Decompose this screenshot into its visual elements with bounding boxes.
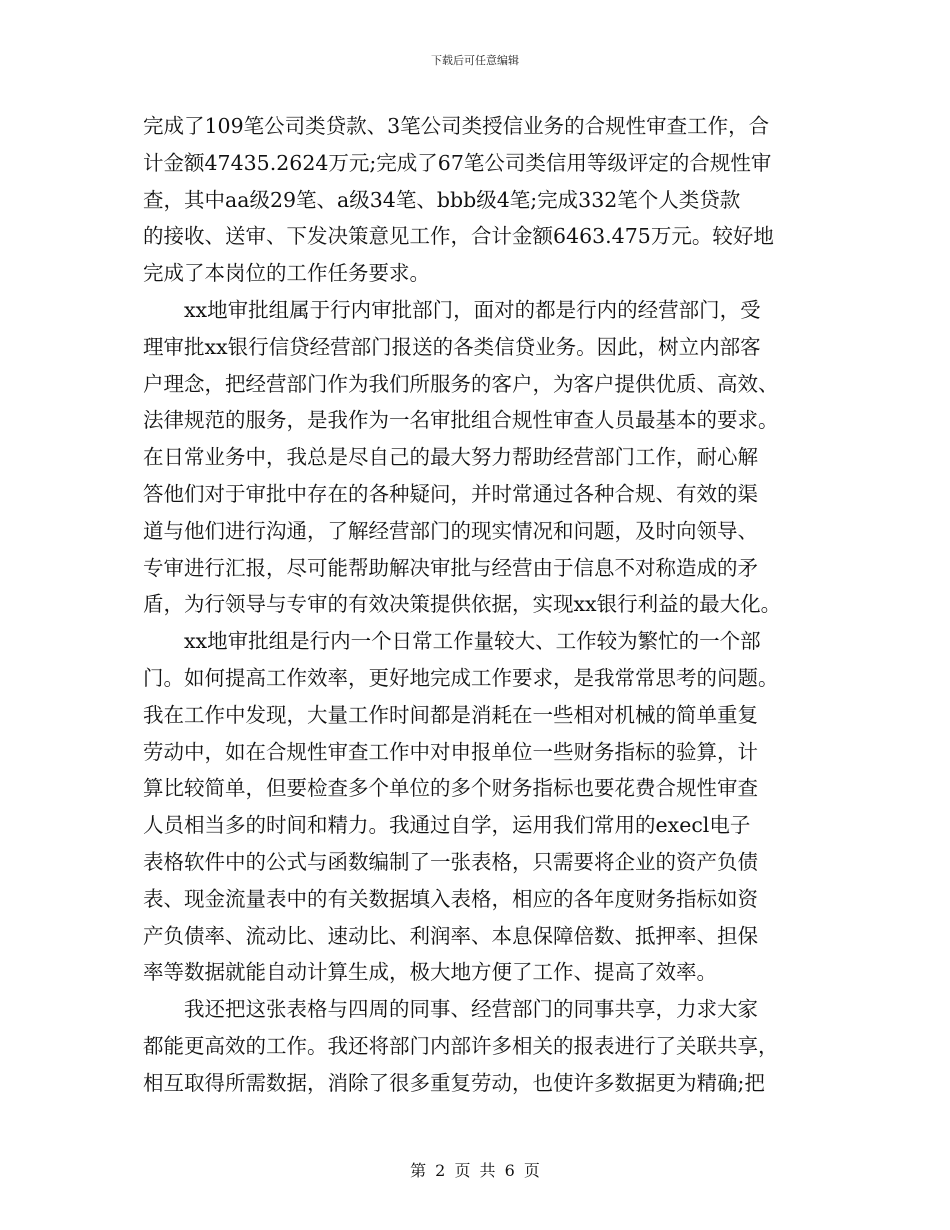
page-number-footer: 第 2 页 共 6 页	[410, 1161, 540, 1180]
text-line: 劳动中，如在合规性审查工作中对申报单位一些财务指标的验算，计	[143, 739, 758, 764]
text-line: 法律规范的服务，是我作为一名审批组合规性审查人员最基本的要求。	[143, 408, 779, 433]
text-line: 查，其中aa级29笔、a级34笔、bbb级4笔;完成332笔个人类贷款	[143, 187, 741, 212]
text-line: xx地审批组是行内一个日常工作量较大、工作较为繁忙的一个部	[184, 629, 761, 654]
text-line: 相互取得所需数据，消除了很多重复劳动，也使许多数据更为精确;把	[143, 1070, 765, 1095]
header-note: 下载后可任意编辑	[431, 54, 519, 67]
text-line: 在日常业务中，我总是尽自己的最大努力帮助经营部门工作，耐心解	[143, 445, 758, 470]
text-line: 算比较简单，但要检查多个单位的多个财务指标也要花费合规性审查	[143, 776, 758, 801]
text-line: 我还把这张表格与四周的同事、经营部门的同事共享，力求大家	[184, 997, 758, 1022]
text-line: 专审进行汇报，尽可能帮助解决审批与经营由于信息不对称造成的矛	[143, 555, 758, 580]
text-line: 人员相当多的时间和精力。我通过自学，运用我们常用的execl电子	[143, 813, 751, 838]
text-line: 门。如何提高工作效率，更好地完成工作要求，是我常常思考的问题。	[143, 665, 779, 690]
document-body	[143, 108, 823, 1102]
text-line: 表、现金流量表中的有关数据填入表格，相应的各年度财务指标如资	[143, 886, 758, 911]
text-line: 计金额47435.2624万元;完成了67笔公司类信用等级评定的合规性审	[143, 150, 772, 175]
text-line: 率等数据就能自动计算生成，极大地方便了工作、提高了效率。	[143, 960, 717, 985]
text-line: 产负债率、流动比、速动比、利润率、本息保障倍数、抵押率、担保	[143, 923, 758, 948]
text-line: 答他们对于审批中存在的各种疑问，并时常通过各种合规、有效的渠	[143, 481, 758, 506]
text-line: 户理念，把经营部门作为我们所服务的客户，为客户提供优质、高效、	[143, 371, 779, 396]
text-line: 道与他们进行沟通，了解经营部门的现实情况和问题，及时向领导、	[143, 518, 758, 543]
text-line: 盾，为行领导与专审的有效决策提供依据，实现xx银行利益的最大化。	[143, 592, 782, 617]
text-line: 完成了本岗位的工作任务要求。	[143, 261, 430, 286]
text-line: xx地审批组属于行内审批部门，面对的都是行内的经营部门，受	[184, 297, 761, 322]
text-line: 的接收、送审、下发决策意见工作，合计金额6463.475万元。较好地	[143, 224, 774, 249]
text-line: 理审批xx银行信贷经营部门报送的各类信贷业务。因此，树立内部客	[143, 334, 761, 359]
text-line: 表格软件中的公式与函数编制了一张表格，只需要将企业的资产负债	[143, 849, 758, 874]
text-line: 都能更高效的工作。我还将部门内部许多相关的报表进行了关联共享，	[143, 1033, 779, 1058]
text-line: 完成了109笔公司类贷款、3笔公司类授信业务的合规性审查工作，合	[143, 114, 770, 138]
text-line: 我在工作中发现，大量工作时间都是消耗在一些相对机械的简单重复	[143, 702, 758, 727]
